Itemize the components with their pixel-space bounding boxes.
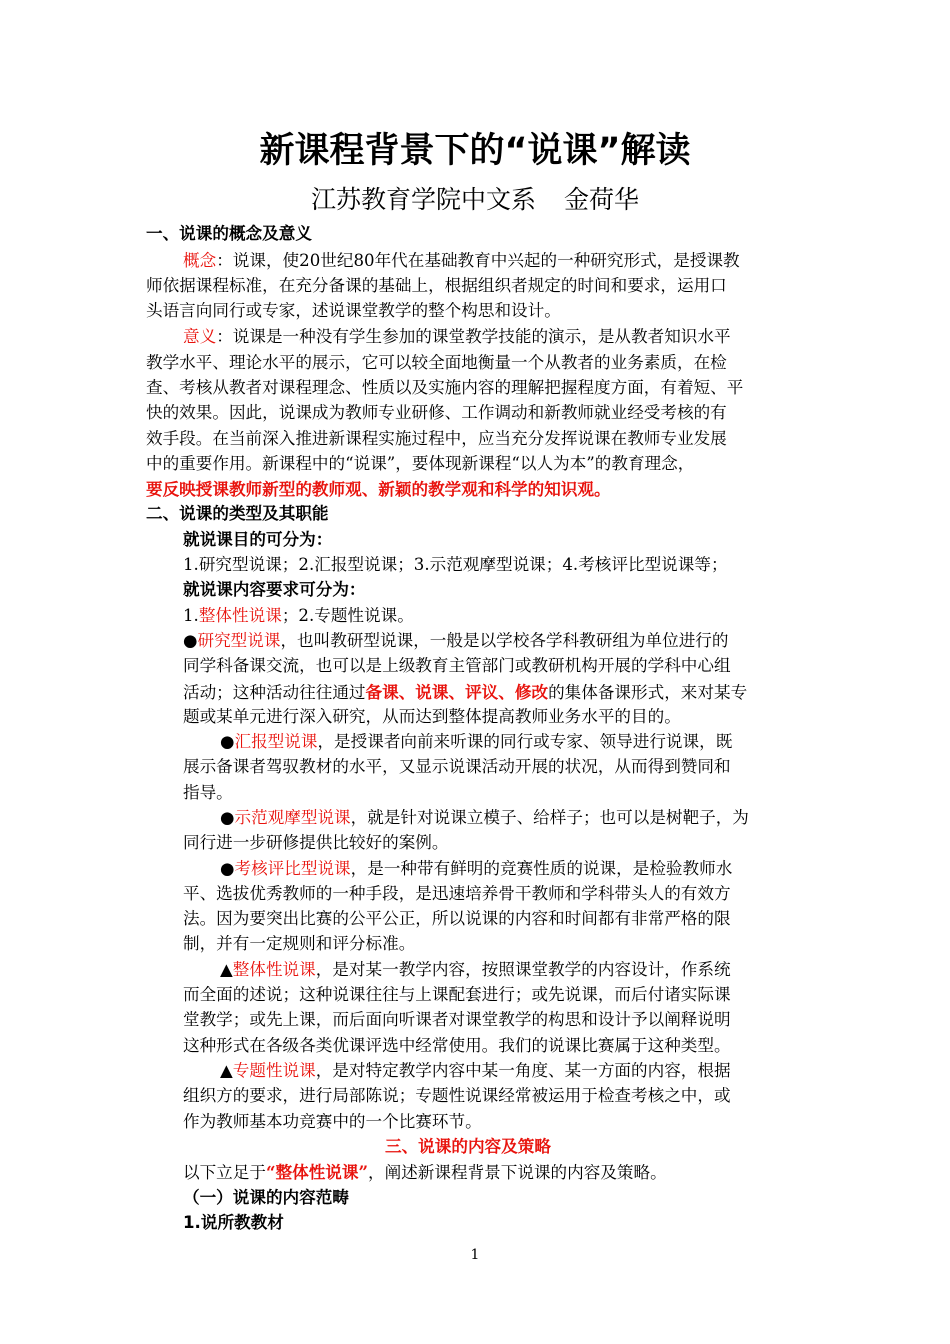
text-line — [146, 478, 611, 501]
text-run: ，是授课者向前来听课的同行或专家、领导进行说课，既 — [317, 732, 733, 751]
text-run: 专题性说课 — [232, 1061, 316, 1080]
text-run: 备课、说课、评议、修改 — [365, 682, 549, 702]
text-run: 制，并有一定规则和评分标准。 — [183, 934, 416, 953]
text-line — [183, 756, 731, 778]
page-number: 1 — [470, 1247, 480, 1263]
text-run: 整体性说课 — [198, 606, 282, 625]
text-run: ，阐述新课程背景下说课的内容及策略。 — [368, 1163, 667, 1182]
text-run: 而全面的述说；这种说课往往与上课配套进行；或先说课，而后付诸实际课 — [183, 985, 731, 1004]
author-line — [0, 183, 950, 217]
text-run: 以下立足于 — [183, 1163, 266, 1182]
text-run: 要反映授课教师新型的教师观、新颖的教学观和科学的知识观。 — [146, 479, 611, 499]
text-run: ▲ — [220, 960, 233, 979]
text-line — [146, 402, 727, 424]
text-run: 概念 — [183, 251, 217, 270]
text-run: 活动；这种活动往往通过 — [183, 683, 366, 702]
text-run: 同学科备课交流，也可以是上级教育主管部门或教研机构开展的学科中心组 — [183, 656, 731, 675]
text-line — [220, 807, 749, 829]
text-run: ● — [220, 732, 235, 751]
text-run: “整体性说课” — [265, 1162, 369, 1182]
text-run: 头语言向同行或专家，述说课堂教学的整个构思和设计。 — [146, 301, 561, 320]
text-line — [183, 250, 740, 272]
text-run: 法。因为要突出比赛的公平公正，所以说课的内容和时间都有非常严格的限 — [183, 909, 731, 928]
text-run: 二、说课的类型及其职能 — [146, 504, 329, 523]
text-run: ；2.专题性说课。 — [281, 606, 414, 625]
text-run: 的集体备课形式，来对某专 — [548, 683, 748, 702]
text-run: 汇报型说课 — [234, 732, 318, 751]
text-run: 快的效果。因此，说课成为教师专业研修、工作调动和新教师就业经受考核的有 — [146, 403, 727, 422]
text-line — [183, 554, 728, 576]
text-run: 师依据课程标准，在充分备课的基础上，根据组织者规定的时间和要求，运用口 — [146, 276, 727, 295]
text-line — [183, 706, 681, 728]
text-line — [183, 1212, 284, 1234]
text-line — [183, 984, 731, 1006]
text-run: 查、考核从教者对课程理念、性质以及实施内容的理解把握程度方面，有着短、平 — [146, 378, 744, 397]
text-run: 就说课内容要求可分为： — [183, 580, 366, 599]
text-run: 展示备课者驾驭教材的水平，又显示说课活动开展的状况，从而得到赞同和 — [183, 757, 731, 776]
text-run: 组织方的要求，进行局部陈说；专题性说课经常被运用于检查考核之中，或 — [183, 1086, 731, 1105]
text-run: ：说课，使20世纪80年代在基础教育中兴起的一种研究形式，是授课教 — [216, 251, 740, 270]
text-line — [183, 1085, 731, 1107]
author-affiliation: 江苏教育学院中文系 — [310, 185, 536, 214]
text-line — [183, 326, 731, 348]
text-line — [220, 731, 732, 753]
text-run: 1.研究型说课；2.汇报型说课；3.示范观摩型说课；4.考核评比型说课等； — [183, 555, 728, 574]
text-run: 堂教学；或先上课，而后面向听课者对课堂教学的构思和设计予以阐释说明 — [183, 1010, 731, 1029]
text-line — [183, 1161, 667, 1184]
text-run: ● — [183, 631, 198, 650]
text-line — [146, 453, 694, 475]
text-run: 整体性说课 — [232, 960, 316, 979]
text-run: 教学水平、理论水平的展示，它可以较全面地衡量一个从教者的业务素质，在检 — [146, 353, 727, 372]
text-line — [183, 630, 728, 652]
text-line — [146, 275, 727, 297]
text-line — [183, 883, 731, 905]
text-line — [183, 655, 731, 677]
page-title: 新课程背景下的“说课”解读 — [259, 131, 691, 171]
text-run: 1.说所教教材 — [183, 1213, 284, 1232]
text-line — [146, 223, 312, 245]
text-run: ● — [220, 808, 235, 827]
text-run: 一、说课的概念及意义 — [146, 224, 312, 243]
text-line — [183, 908, 731, 930]
text-run: 作为教师基本功竞赛中的一个比赛环节。 — [183, 1112, 482, 1131]
text-run: 这种形式在各级各类优课评选中经常使用。我们的说课比赛属于这种类型。 — [183, 1036, 731, 1055]
author-name: 金荷华 — [564, 185, 640, 214]
text-run: （一）说课的内容范畴 — [183, 1188, 349, 1207]
text-line — [183, 782, 233, 804]
text-run: 示范观摩型说课 — [234, 808, 351, 827]
text-run: ：说课是一种没有学生参加的课堂教学技能的演示，是从教者知识水平 — [216, 327, 731, 346]
text-line — [183, 1187, 349, 1209]
text-line — [183, 933, 415, 955]
text-run: ，是对某一教学内容，按照课堂教学的内容设计，作系统 — [315, 960, 731, 979]
text-line — [183, 605, 414, 627]
text-run: 中的重要作用。新课程中的“说课”，要体现新课程“以人为本”的教育理念， — [146, 454, 695, 473]
text-run: 同行进一步研修提供比较好的案例。 — [183, 833, 449, 852]
text-run: ，是对特定教学内容中某一角度、某一方面的内容，根据 — [315, 1061, 731, 1080]
text-line — [183, 681, 747, 704]
text-line — [220, 959, 731, 981]
text-line — [183, 529, 332, 551]
text-run: ，是一种带有鲜明的竞赛性质的说课，是检验教师水 — [350, 859, 733, 878]
text-run: ，就是针对说课立模子、给样子；也可以是树靶子，为 — [350, 808, 749, 827]
text-line — [146, 352, 727, 374]
text-run: ，也叫教研型说课，一般是以学校各学科教研组为单位进行的 — [280, 631, 729, 650]
text-run: 1. — [183, 606, 199, 625]
text-line — [183, 832, 449, 854]
text-run: 意义 — [183, 327, 217, 346]
text-line — [146, 428, 727, 450]
text-run: ▲ — [220, 1061, 233, 1080]
text-run: 题或某单元进行深入研究，从而达到整体提高教师业务水平的目的。 — [183, 707, 681, 726]
text-run: 平、选拔优秀教师的一种手段，是迅速培养骨干教师和学科带头人的有效方 — [183, 884, 731, 903]
text-line — [183, 1035, 731, 1057]
text-line — [183, 579, 366, 601]
text-run: 就说课目的可分为： — [183, 530, 333, 549]
text-line — [220, 858, 732, 880]
text-line — [183, 1009, 731, 1031]
text-run: 效手段。在当前深入推进新课程实施过程中，应当充分发挥说课在教师专业发展 — [146, 429, 727, 448]
text-run: ● — [220, 859, 235, 878]
text-run: 研究型说课 — [197, 631, 281, 650]
text-run: 三、说课的内容及策略 — [385, 1137, 551, 1156]
text-line — [146, 377, 743, 399]
text-line — [385, 1136, 551, 1158]
text-line — [220, 1060, 731, 1082]
text-run: 指导。 — [183, 783, 233, 802]
text-line — [146, 300, 561, 322]
text-line — [183, 1111, 482, 1133]
text-run: 考核评比型说课 — [234, 859, 351, 878]
text-line — [146, 503, 329, 525]
